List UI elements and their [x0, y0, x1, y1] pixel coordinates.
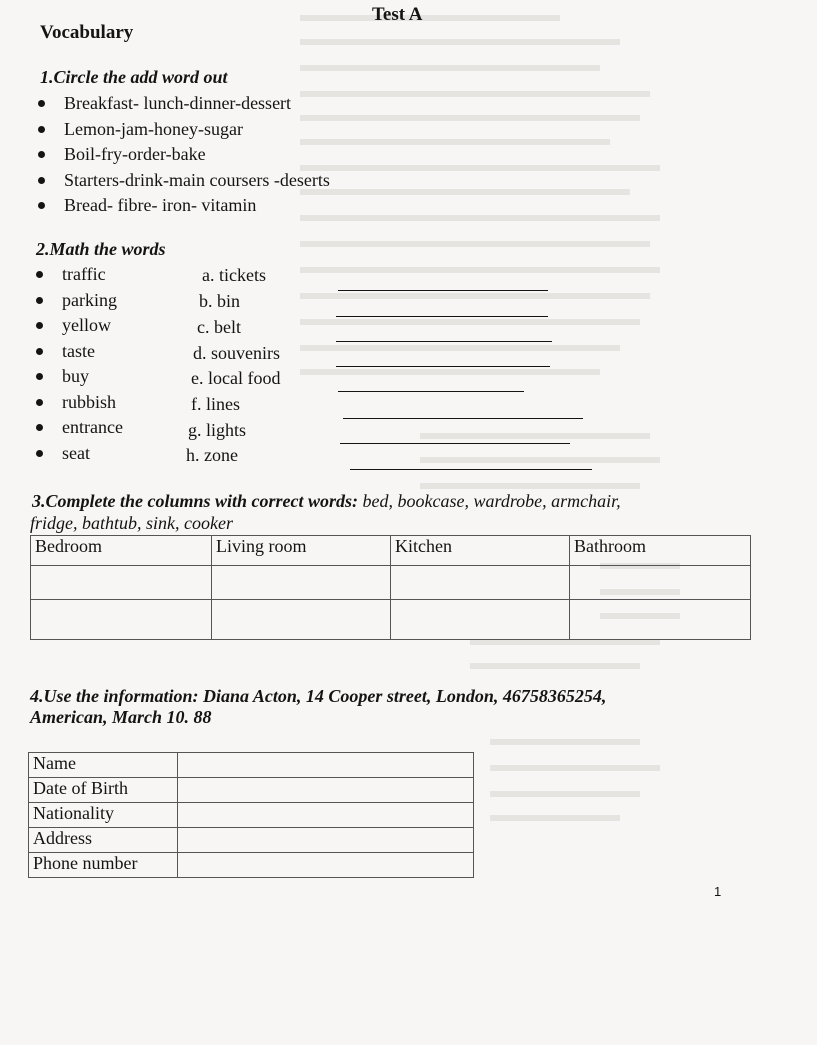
list-item: Bread- fibre- iron- vitamin — [38, 193, 330, 219]
field-input[interactable] — [178, 803, 474, 828]
task3-word-bank-continued: fridge, bathtub, sink, cooker — [30, 513, 233, 533]
answer-blank[interactable] — [338, 391, 524, 392]
list-item: yellow — [36, 313, 123, 339]
field-label: Name — [29, 753, 178, 778]
field-input[interactable] — [178, 778, 474, 803]
answer-cell[interactable] — [391, 600, 570, 640]
column-header — [31, 536, 212, 566]
column-header-label: Bathroom — [574, 536, 646, 556]
match-option: g. lights — [188, 420, 247, 440]
task2-left-list — [36, 262, 123, 466]
answer-cell[interactable] — [570, 600, 751, 640]
answer-blank[interactable] — [336, 366, 550, 367]
answer-blank[interactable] — [343, 418, 583, 419]
test-title: Test A — [372, 4, 423, 25]
page-number: 1 — [714, 884, 722, 899]
answer-cell[interactable] — [570, 566, 751, 600]
section-title: Vocabulary — [40, 22, 134, 43]
match-option: d. souvenirs — [193, 343, 280, 363]
match-option: e. local food — [191, 368, 281, 388]
match-option: a. tickets — [202, 265, 266, 285]
rooms-table — [30, 535, 751, 640]
task4-heading: 4.Use the information: Diana Acton, 14 Cooper street, London, 46758365254, — [30, 686, 607, 706]
answer-cell[interactable] — [31, 566, 212, 600]
answer-blank[interactable] — [350, 469, 592, 470]
task1-heading: 1.Circle the add word out — [40, 67, 228, 87]
match-option: c. belt — [197, 317, 241, 337]
list-item: traffic — [36, 262, 123, 288]
task2-heading: 2.Math the words — [36, 239, 166, 259]
column-header-label: Kitchen — [395, 536, 452, 556]
column-header-label: Living room — [216, 536, 307, 556]
match-option: f. lines — [191, 394, 240, 414]
field-label: Address — [29, 828, 178, 853]
list-item: rubbish — [36, 390, 123, 416]
match-option: h. zone — [186, 445, 238, 465]
list-item: Breakfast- lunch-dinner-dessert — [38, 91, 330, 117]
answer-blank[interactable] — [340, 443, 570, 444]
field-label: Date of Birth — [29, 778, 178, 803]
column-header — [391, 536, 570, 566]
field-label: Phone number — [29, 853, 178, 878]
match-option: b. bin — [199, 291, 241, 311]
answer-cell[interactable] — [212, 566, 391, 600]
list-item: Boil-fry-order-bake — [38, 142, 330, 168]
answer-blank[interactable] — [338, 290, 548, 291]
column-header — [570, 536, 751, 566]
personal-info-table — [28, 752, 474, 878]
field-label: Nationality — [29, 803, 178, 828]
task1-list — [38, 91, 330, 219]
list-item: buy — [36, 364, 123, 390]
answer-blank[interactable] — [336, 341, 552, 342]
task4-heading-continued: American, March 10. 88 — [30, 707, 212, 727]
column-header-label: Bedroom — [35, 536, 102, 556]
column-header — [212, 536, 391, 566]
field-input[interactable] — [178, 753, 474, 778]
answer-cell[interactable] — [391, 566, 570, 600]
list-item: entrance — [36, 415, 123, 441]
list-item: seat — [36, 441, 123, 467]
task3-instruction — [32, 491, 621, 512]
list-item: Lemon-jam-honey-sugar — [38, 117, 330, 143]
field-input[interactable] — [178, 853, 474, 878]
list-item: parking — [36, 288, 123, 314]
field-input[interactable] — [178, 828, 474, 853]
answer-cell[interactable] — [31, 600, 212, 640]
list-item: taste — [36, 339, 123, 365]
answer-cell[interactable] — [212, 600, 391, 640]
answer-blank[interactable] — [336, 316, 548, 317]
task3-word-bank: bed, bookcase, wardrobe, armchair, — [362, 491, 621, 511]
list-item: Starters-drink-main coursers -deserts — [38, 168, 330, 194]
task3-heading: 3.Complete the columns with correct words: — [32, 491, 359, 511]
